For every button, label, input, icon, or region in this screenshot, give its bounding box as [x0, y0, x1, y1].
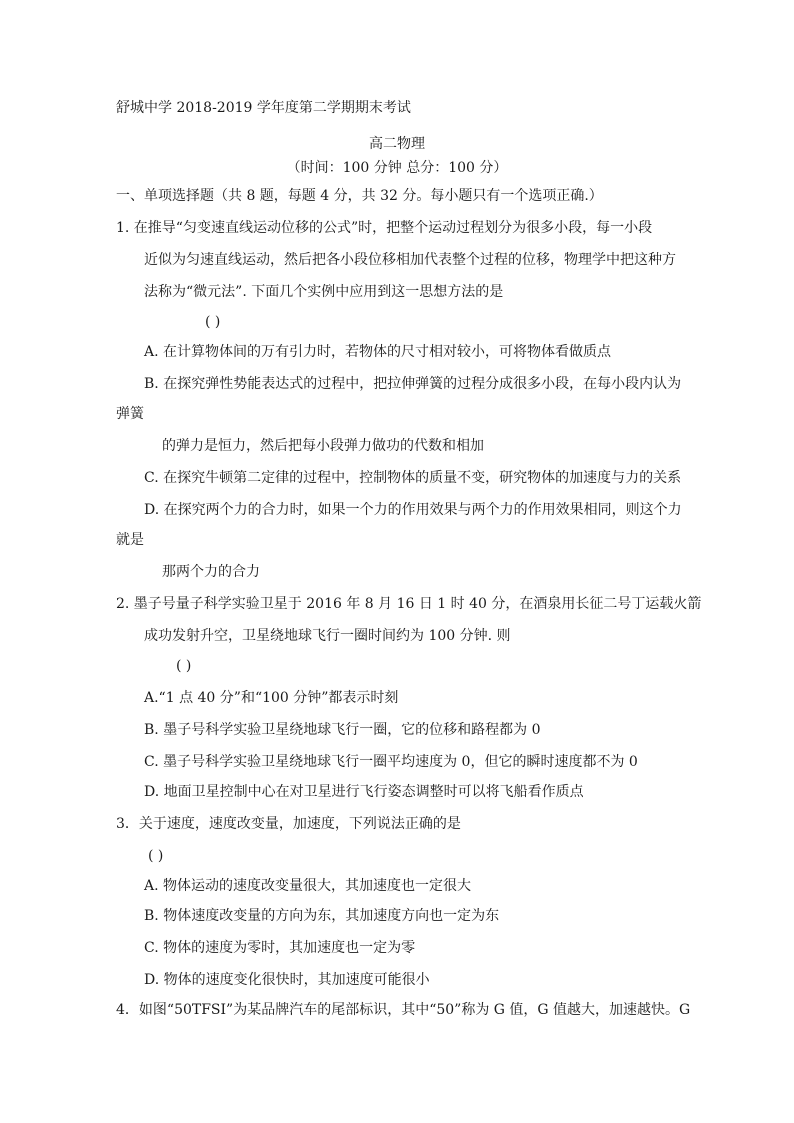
question-1-option-b-continued: 的弹力是恒力，然后把每小段弹力做功的代数和相加 [162, 438, 484, 454]
question-3-answer-bracket: ( ) [148, 848, 164, 864]
question-4-line-1: 4．如图“50TFSI”为某品牌汽车的尾部标识，其中“50”称为 G 值，G 值越大，加速越快。G [116, 1002, 691, 1018]
question-1-option-a: A. 在计算物体间的万有引力时，若物体的尺寸相对较小，可将物体看做质点 [144, 344, 612, 360]
question-2-line-2: 成功发射升空，卫星绕地球飞行一圈时间约为 100 分钟. 则 [144, 628, 511, 644]
question-3-option-b: B. 物体速度改变量的方向为东，其加速度方向也一定为东 [144, 908, 500, 924]
exam-time-info: （时间：100 分钟 总分：100 分） [286, 160, 508, 176]
question-1-option-d-continued: 那两个力的合力 [162, 564, 260, 580]
section-heading: 一、单项选择题（共 8 题，每题 4 分，共 32 分。每小题只有一个选项正确.） [116, 188, 603, 204]
question-1-line-1: 1. 在推导“匀变速直线运动位移的公式”时，把整个运动过程划分为很多小段，每一小段 [116, 220, 653, 236]
question-1-answer-bracket: ( ) [205, 314, 221, 330]
question-2-option-d: D. 地面卫星控制中心在对卫星进行飞行姿态调整时可以将飞船看作质点 [144, 784, 584, 800]
question-1-option-b: B. 在探究弹性势能表达式的过程中，把拉伸弹簧的过程分成很多小段，在每小段内认为 [144, 376, 682, 392]
question-2-line-1: 2. 墨子号量子科学实验卫星于 2016 年 8 月 16 日 1 时 40 分，在酒泉用长征二号丁运载火箭 [116, 596, 702, 612]
exam-school-title: 舒城中学 2018-2019 学年度第二学期期末考试 [116, 100, 411, 116]
question-3-option-a: A. 物体运动的速度改变量很大，其加速度也一定很大 [144, 878, 472, 894]
question-1-option-d-wrap: 就是 [116, 532, 144, 548]
exam-subject-title: 高二物理 [369, 136, 425, 152]
question-2-option-a: A.“1 点 40 分”和“100 分钟”都表示时刻 [144, 690, 399, 706]
question-3-line-1: 3．关于速度，速度改变量，加速度，下列说法正确的是 [116, 816, 461, 832]
question-1-option-c: C. 在探究牛顿第二定律的过程中，控制物体的质量不变，研究物体的加速度与力的关系 [144, 470, 682, 486]
question-1-line-3: 法称为“微元法”. 下面几个实例中应用到这一思想方法的是 [144, 284, 504, 300]
question-1-option-b-wrap: 弹簧 [116, 406, 144, 422]
question-1-option-d: D. 在探究两个力的合力时，如果一个力的作用效果与两个力的作用效果相同，则这个力 [144, 502, 682, 518]
question-2-option-b: B. 墨子号科学实验卫星绕地球飞行一圈，它的位移和路程都为 0 [144, 722, 541, 738]
question-3-option-c: C. 物体的速度为零时，其加速度也一定为零 [144, 940, 416, 956]
question-2-option-c: C. 墨子号科学实验卫星绕地球飞行一圈平均速度为 0，但它的瞬时速度都不为 0 [144, 754, 638, 770]
question-3-option-d: D. 物体的速度变化很快时，其加速度可能很小 [144, 972, 430, 988]
question-2-answer-bracket: ( ) [176, 658, 192, 674]
question-1-line-2: 近似为匀速直线运动，然后把各小段位移相加代表整个过程的位移，物理学中把这种方 [144, 252, 676, 268]
